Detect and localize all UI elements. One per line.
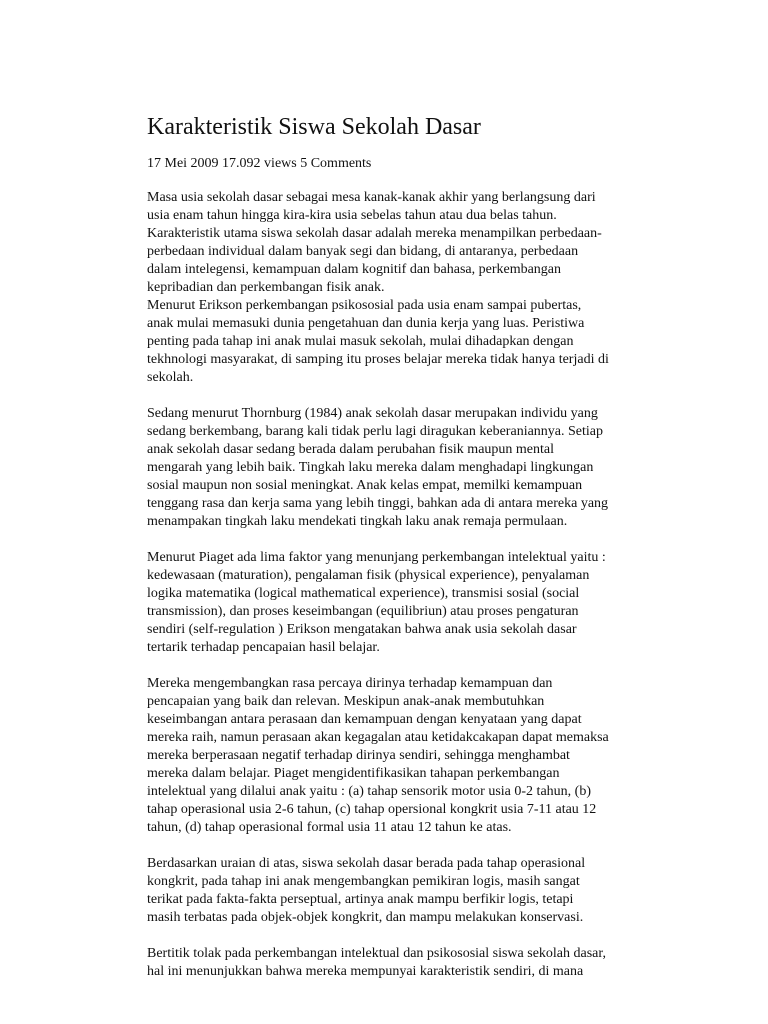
paragraph-5: Mereka mengembangkan rasa percaya dirinya terhadap kemampuan dan pencapaian yang baik dan relevan. Meskipun anak-anak membutuhkan keseimbangan antara perasaan dan kemampuan dengan kenyataan yang dapat mereka raih, namun perasaan akan kegagalan atau ketidakcakapan dapat memaksa mereka berperasaan negatif terhadap dirinya sendiri, sehingga menghambat mereka dalam belajar. Piaget mengidentifikasikan tahapan perkembangan intelektual yang dilalui anak yaitu : (a) tahap sensorik motor usia 0-2 tahun, (b) tahap operasional usia 2-6 tahun, (c) tahap opersional kongkrit usia 7-11 atau 12 tahun, (d) tahap operasional formal usia 11 atau 12 tahun ke atas. bbox=[147, 676, 609, 835]
article-body bbox=[147, 189, 672, 981]
article-meta: 17 Mei 2009 17.092 views 5 Comments bbox=[147, 156, 372, 171]
article-title: Karakteristik Siswa Sekolah Dasar bbox=[147, 114, 481, 140]
paragraph-3: Sedang menurut Thornburg (1984) anak sekolah dasar merupakan individu yang sedang berkembang, barang kali tidak perlu lagi diragukan keberaniannya. Setiap anak sekolah dasar sedang berada dalam perubahan fisik maupun mental mengarah yang lebih baik. Tingkah laku mereka dalam menghadapi lingkungan sosial maupun non sosial meningkat. Anak kelas empat, memilki kemampuan tenggang rasa dan kerja sama yang lebih tinggi, bahkan ada di antara mereka yang menampakan tingkah laku mendekati tingkah laku anak remaja permulaan. bbox=[147, 406, 609, 529]
paragraph-1: Masa usia sekolah dasar sebagai mesa kanak-kanak akhir yang berlangsung dari usia enam tahun hingga kira-kira usia sebelas tahun atau dua belas tahun. Karakteristik utama siswa sekolah dasar adalah mereka menampilkan perbedaan- perbedaan individual dalam banyak segi dan bidang, di antaranya, perbedaan dalam intelegensi, kemampuan dalam kognitif dan bahasa, perkembangan kepribadian dan perkembangan fisik anak. bbox=[147, 190, 602, 295]
article bbox=[147, 112, 672, 999]
paragraph-6: Berdasarkan uraian di atas, siswa sekolah dasar berada pada tahap operasional kongkrit, pada tahap ini anak mengembangkan pemikiran logis, masih sangat terikat pada fakta-fakta perseptual, artinya anak mampu berfikir logis, tetapi masih terbatas pada objek-objek kongkrit, dan mampu melakukan konservasi. bbox=[147, 856, 586, 925]
paragraph-7: Bertitik tolak pada perkembangan intelektual dan psikososial siswa sekolah dasar, hal ini menunjukkan bahwa mereka mempunyai karakteristik sendiri, di mana bbox=[147, 946, 606, 979]
paragraph-2: Menurut Erikson perkembangan psikososial pada usia enam sampai pubertas, anak mulai memasuki dunia pengetahuan dan dunia kerja yang luas. Peristiwa penting pada tahap ini anak mulai masuk sekolah, mulai dihadapkan dengan tekhnologi masyarakat, di samping itu proses belajar mereka tidak hanya terjadi di sekolah. bbox=[147, 298, 609, 385]
paragraph-4: Menurut Piaget ada lima faktor yang menunjang perkembangan intelektual yaitu : kedewasaan (maturation), pengalaman fisik (physical experience), penyalaman logika matematika (logical mathematical experience), transmisi sosial (social transmission), dan proses keseimbangan (equilibriun) atau proses pengaturan sendiri (self-regulation ) Erikson mengatakan bahwa anak usia sekolah dasar tertarik terhadap pencapaian hasil belajar. bbox=[147, 550, 606, 655]
